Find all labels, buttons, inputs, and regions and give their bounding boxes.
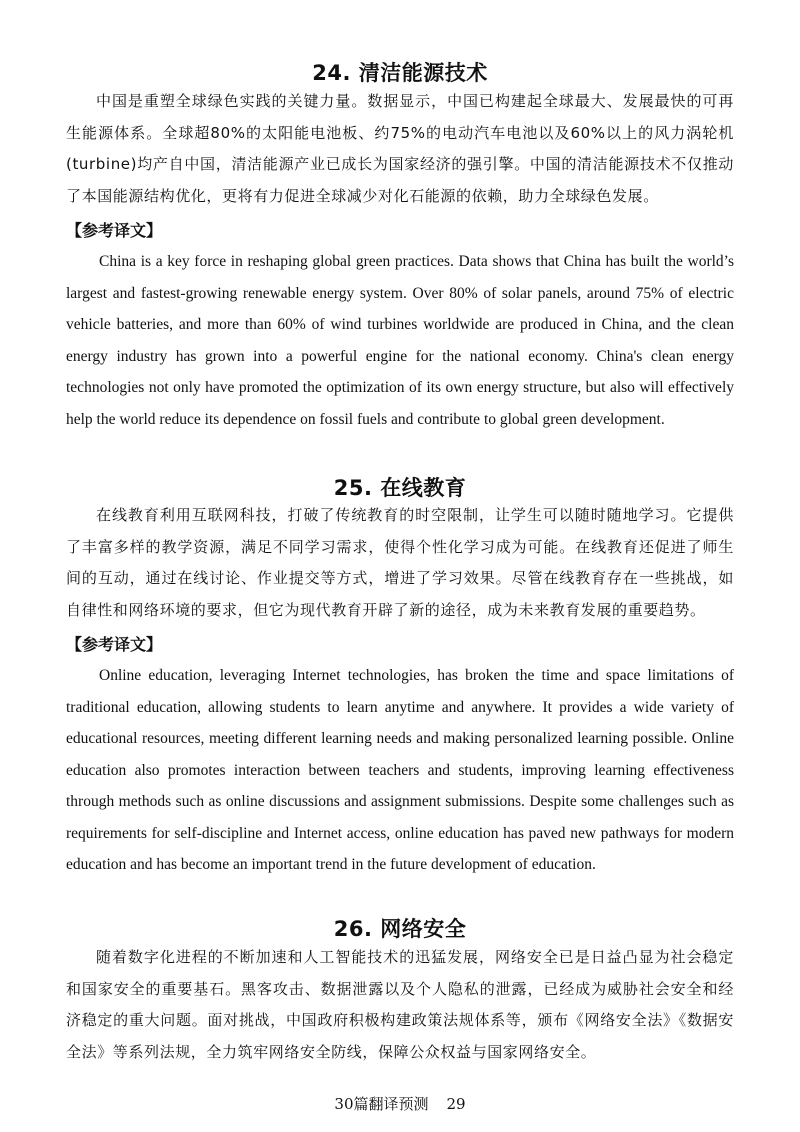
section-24-chinese-text: 中国是重塑全球绿色实践的关键力量。数据显示，中国已构建起全球最大、发展最快的可再生能源体系。全球超80%的太阳能电池板、约75%的电动汽车电池以及60%以上的风力涡轮机(turbine)均产自中国，清洁能源产业已成长为国家经济的强引擎。中国的清洁能源技术不仅推动了本国能源结构优化，更将有力促进全球减少对化石能源的依赖，助力全球绿色发展。	[66, 92, 734, 205]
section-24-reference-label: 【参考译文】	[66, 221, 163, 240]
section-25-chinese-text: 在线教育利用互联网科技，打破了传统教育的时空限制，让学生可以随时随地学习。它提供了丰富多样的教学资源，满足不同学习需求，使得个性化学习成为可能。在线教育还促进了师生间的互动，通过在线讨论、作业提交等方式，增进了学习效果。尽管在线教育存在一些挑战，如自律性和网络环境的要求，但它为现代教育开辟了新的途径，成为未来教育发展的重要趋势。	[66, 506, 734, 619]
section-26-chinese-text: 随着数字化进程的不断加速和人工智能技术的迅猛发展，网络安全已是日益凸显为社会稳定和国家安全的重要基石。黑客攻击、数据泄露以及个人隐私的泄露，已经成为威胁社会安全和经济稳定的重大问题。面对挑战，中国政府积极构建政策法规体系等，颁布《网络安全法》《数据安全法》等系列法规，全力筑牢网络安全防线，保障公众权益与国家网络安全。	[66, 948, 734, 1061]
section-25-reference-label: 【参考译文】	[66, 635, 163, 654]
section-26-title: 26. 网络安全	[333, 917, 467, 941]
page-footer	[0, 1093, 800, 1114]
section-24-english-translation: China is a key force in reshaping global green practices. Data shows that China has built the world’s largest and fastest-growing renewable energy system. Over 80% of solar panels, around 75% of electric vehicle batteries, and more than 60% of wind turbines worldwide are produced in China, and the clean energy industry has grown into a powerful engine for the national economy. China's clean energy technologies not only have promoted the optimization of its own energy structure, but also will effectively help the world reduce its dependence on fossil fuels and contribute to global green development.	[66, 253, 734, 428]
section-25-english-translation: Online education, leveraging Internet technologies, has broken the time and space limitations of traditional education, allowing students to learn anytime and anywhere. It provides a wide variety of educational resources, meeting different learning needs and making personalized learning possible. Online education also promotes interaction between teachers and students, improving learning effectiveness through methods such as online discussions and assignment submissions. Despite some challenges such as requirements for self-discipline and Internet access, online education has paved new pathways for modern education and has become an important trend in the future development of education.	[66, 667, 734, 873]
section-25-title: 25. 在线教育	[333, 476, 467, 500]
section-24-title: 24. 清洁能源技术	[312, 61, 488, 85]
footer-book-title: 30篇翻译预测	[334, 1095, 429, 1113]
page-number: 29	[446, 1095, 466, 1113]
